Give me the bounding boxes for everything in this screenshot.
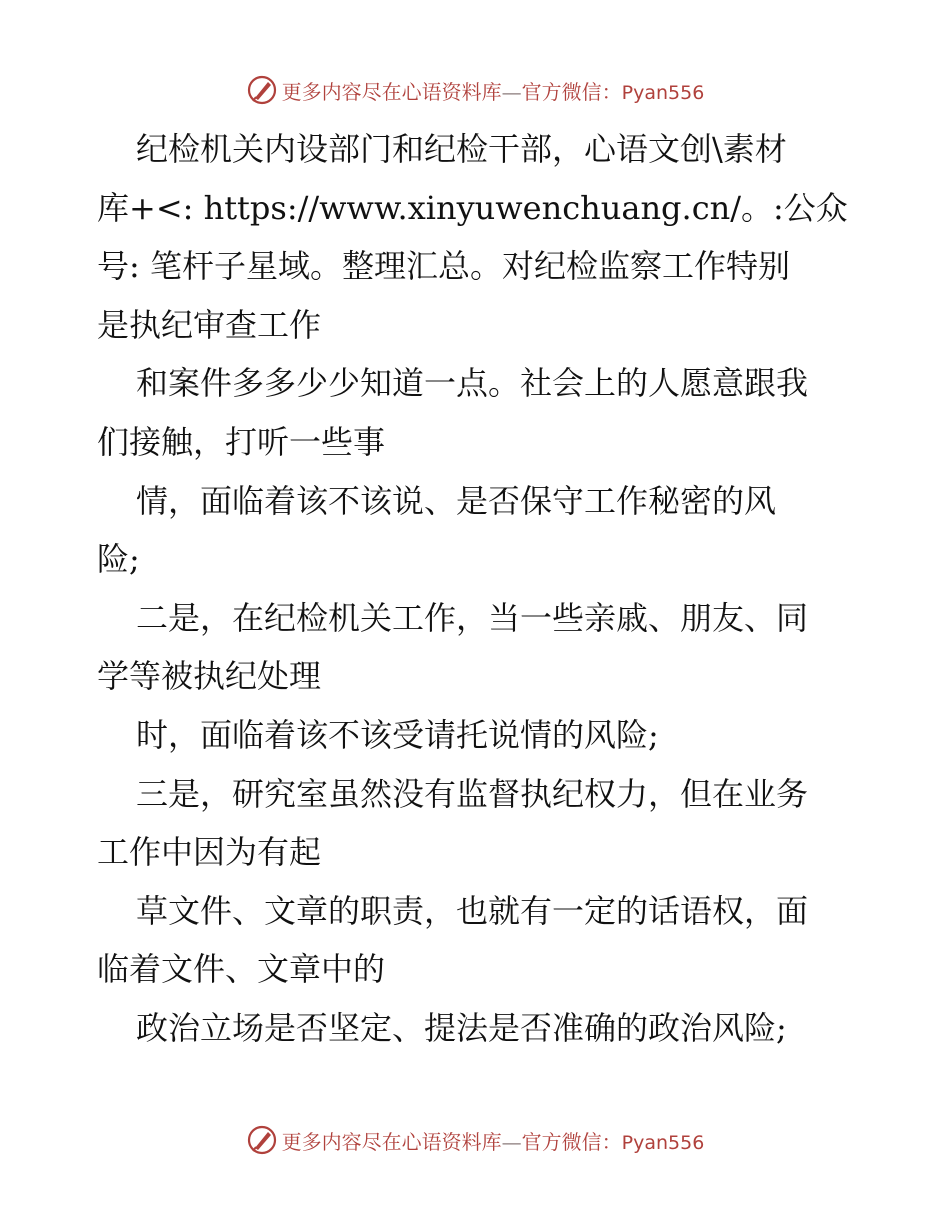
header-banner	[0, 72, 950, 108]
text-line: 们接触，打听一些事	[97, 422, 386, 461]
header-official-label: 官方微信：	[521, 79, 622, 104]
footer-official-label: 官方微信：	[521, 1129, 622, 1154]
text-line: 学等被执纪处理	[97, 657, 322, 696]
quill-pen-circle-icon	[246, 74, 278, 106]
footer-banner	[0, 1122, 950, 1158]
text-line: 草文件、文章的职责，也就有一定的话语权，面	[136, 891, 809, 930]
text-line: 和案件多多少少知道一点。社会上的人愿意跟我	[136, 364, 809, 403]
quill-pen-circle-icon	[246, 1124, 278, 1156]
document-body	[97, 120, 857, 1058]
text-line: 临着文件、文章中的	[97, 950, 386, 989]
text-line: 情，面临着该不该说、是否保守工作秘密的风	[136, 481, 777, 520]
text-line: 险;	[97, 540, 140, 579]
text-line: 是执纪审查工作	[97, 305, 322, 344]
text-line: 二是，在纪检机关工作，当一些亲戚、朋友、同	[136, 598, 809, 637]
text-line: 工作中因为有起	[97, 833, 322, 872]
footer-brand-text: 更多内容尽在心语资料库	[281, 1129, 502, 1154]
footer-wechat-id: Pyan556	[621, 1131, 705, 1154]
header-separator: —	[501, 79, 522, 104]
text-line: 时，面临着该不该受请托说情的风险;	[136, 715, 659, 754]
header-brand-text: 更多内容尽在心语资料库	[281, 79, 502, 104]
text-line: 纪检机关内设部门和纪检干部，心语文创\素材	[136, 130, 787, 168]
text-line: 库+<: https://www.xinyuwenchuang.cn/。:公众	[97, 188, 848, 227]
text-line: 号: 笔杆子星域。整理汇总。对纪检监察工作特别	[97, 247, 790, 286]
text-line: 政治立场是否坚定、提法是否准确的政治风险;	[136, 1008, 787, 1047]
footer-text	[282, 1126, 705, 1155]
header-text	[282, 76, 705, 105]
footer-separator: —	[501, 1129, 522, 1154]
text-line: 三是，研究室虽然没有监督执纪权力，但在业务	[136, 774, 809, 813]
header-wechat-id: Pyan556	[621, 81, 705, 104]
